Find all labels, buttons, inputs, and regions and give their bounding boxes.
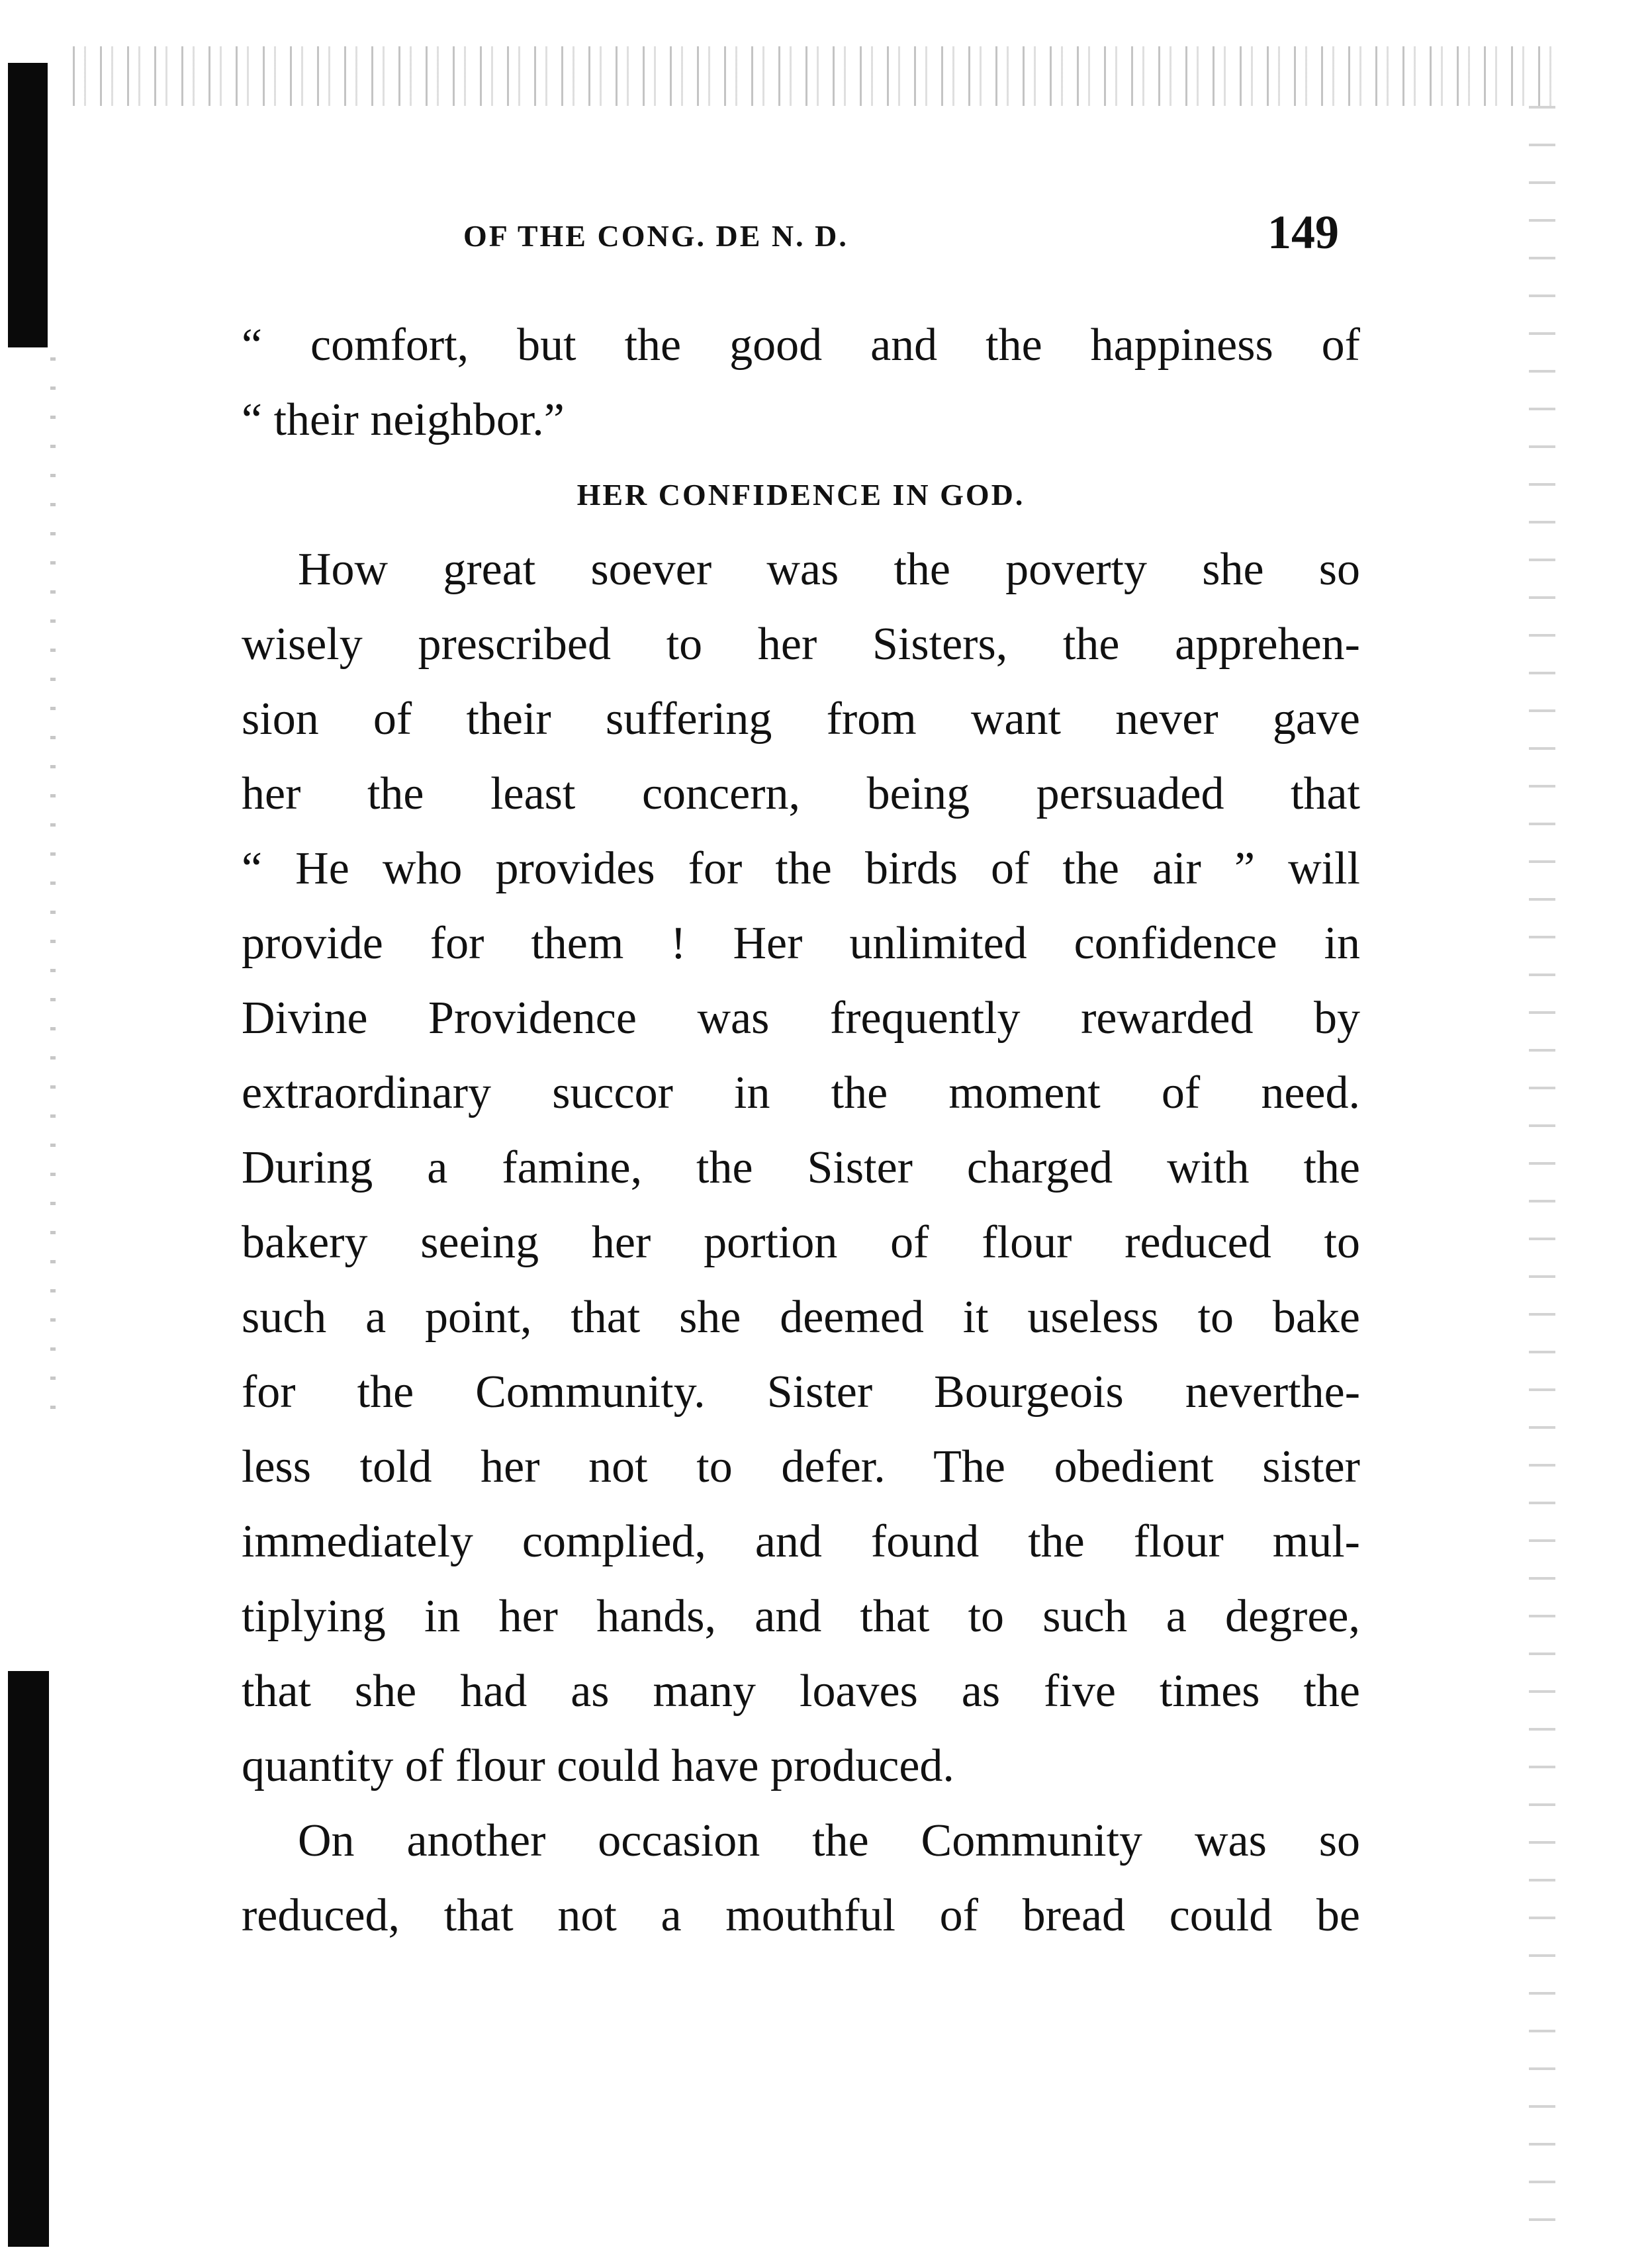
text-line: her the least concern, being persuaded that: [242, 768, 1360, 819]
text-line: that she had as many loaves as five times the: [242, 1666, 1360, 1717]
text-line: less told her not to defer. The obedient sister: [242, 1441, 1360, 1492]
text-line: wisely prescribed to her Sisters, the apprehen-: [242, 619, 1360, 670]
text-line: such a point, that she deemed it useless to bake: [242, 1292, 1360, 1343]
text-line: immediately complied, and found the flour mul-: [242, 1516, 1360, 1567]
text-line: “ comfort, but the good and the happiness of: [242, 320, 1360, 371]
text-line: sion of their suffering from want never gave: [242, 694, 1360, 745]
running-head: OF THE CONG. DE N. D.: [463, 219, 849, 253]
text-line: During a famine, the Sister charged with the: [242, 1142, 1360, 1193]
text-line: bakery seeing her portion of flour reduced to: [242, 1217, 1360, 1268]
text-line: provide for them ! Her unlimited confidence in: [242, 918, 1360, 969]
text-line: reduced, that not a mouthful of bread could be: [242, 1890, 1360, 1941]
scan-edge-shadow-top: [8, 63, 48, 347]
page-body: [242, 308, 1360, 1953]
scan-noise-right: [1529, 106, 1555, 2243]
text-line: On another occasion the Community was so: [298, 1815, 1360, 1866]
section-heading: HER CONFIDENCE IN GOD.: [576, 478, 1025, 512]
page-number: 149: [1267, 206, 1339, 259]
text-line: tiplying in her hands, and that to such a degree,: [242, 1591, 1360, 1642]
text-line: How great soever was the poverty she so: [298, 544, 1360, 595]
text-line: “ their neighbor.”: [242, 394, 565, 445]
scan-noise-top: [73, 46, 1555, 106]
text-line: “ He who provides for the birds of the air ” will: [242, 843, 1360, 894]
scan-noise-left: [50, 357, 56, 1416]
text-line: for the Community. Sister Bourgeois neverthe-: [242, 1367, 1360, 1418]
scan-edge-shadow-bottom: [8, 1671, 49, 2247]
text-line: extraordinary succor in the moment of need.: [242, 1067, 1360, 1118]
text-line: quantity of flour could have produced.: [242, 1741, 954, 1791]
text-line: Divine Providence was frequently rewarded by: [242, 993, 1360, 1044]
